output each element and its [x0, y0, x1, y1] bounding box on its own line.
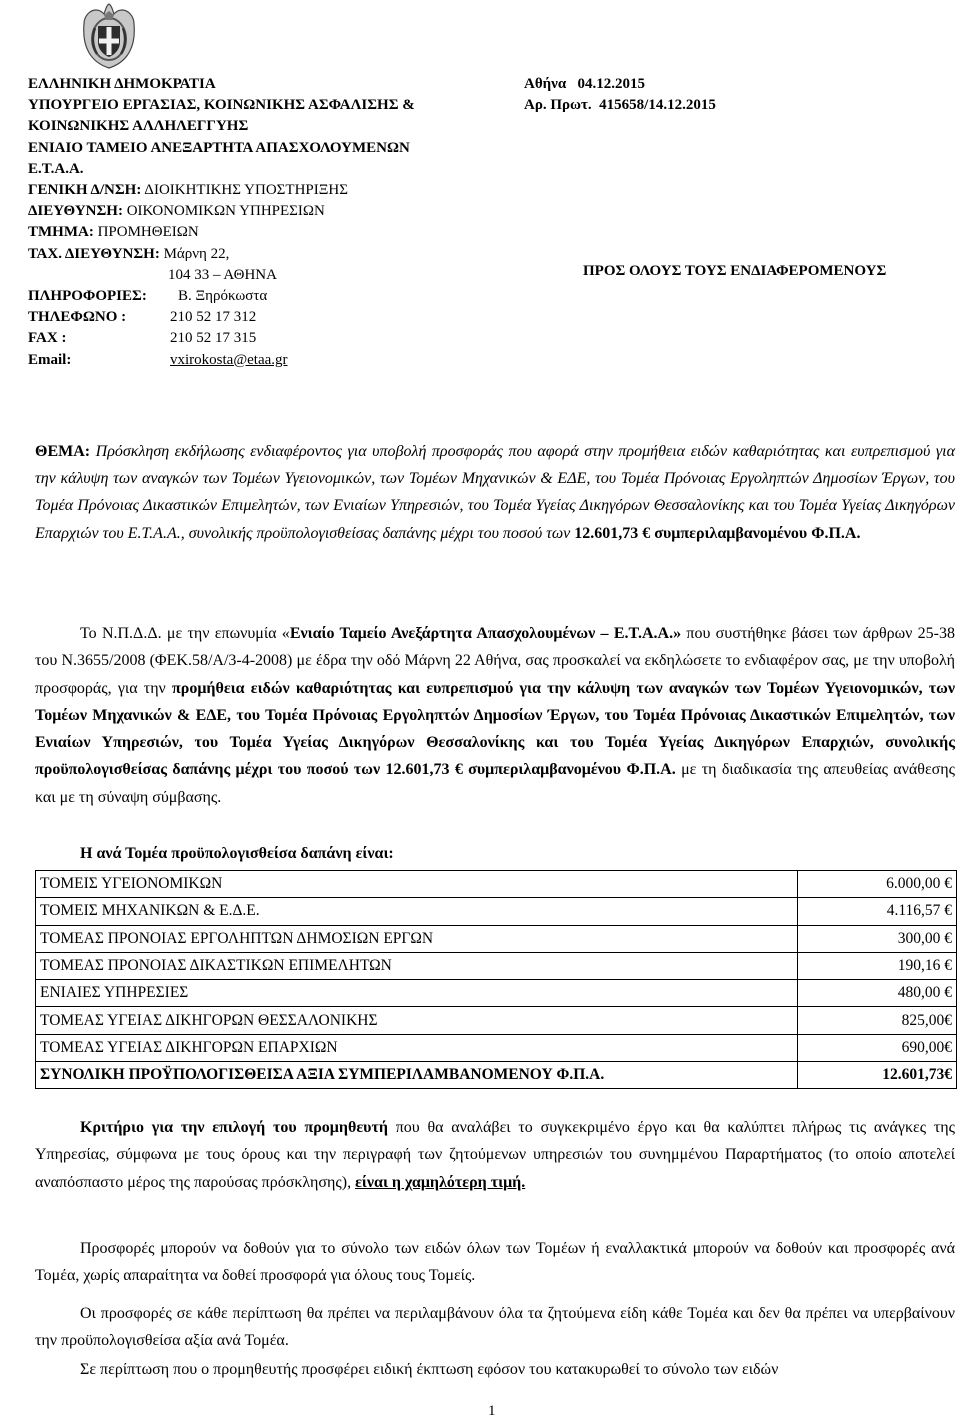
subject-text: Πρόσκληση εκδήλωσης ενδιαφέροντος για υποβολή προσφοράς που αφορά στην προμήθεια ειδών καθαριότητας και ευπρεπισμού για την κάλυψη των αναγκών των Τομέων Υγειονομικών, των Τομέων Μηχανικών & ΕΔΕ, του Τομέα Πρόνοιας Εργοληπτών Δημοσίων Έργων, του Τομέα Πρόνοιας Δικαστικών Επιμελητών, των Ενιαίων Υπηρεσιών, του Τομέα Υγείας Δικηγόρων Θεσσαλονίκης και του Τομέα Υγείας Δικηγόρων Επαρχιών του Ε.Τ.Α.Α., συνολικής προϋπολογισθείσας δαπάνης μέχρι του ποσού των	[35, 443, 955, 542]
sector-name: ΤΟΜΕΑΣ ΠΡΟΝΟΙΑΣ ΕΡΓΟΛΗΠΤΩΝ ΔΗΜΟΣΙΩΝ ΕΡΓΩΝ	[36, 925, 798, 952]
intro-part-e: με τη διαδικασία της απευθείας ανάθεσης και με τη σύναψη σύμβασης.	[35, 761, 955, 806]
intro-part-b: Ενιαίο Ταμείο Ανεξάρτητα Απασχολουμένων – Ε.Τ.Α.Α.»	[289, 625, 682, 642]
postal-address-line	[28, 244, 415, 265]
department-label: ΤΜΗΜΑ:	[28, 224, 94, 241]
criterion-paragraph	[35, 1114, 955, 1196]
intro-part-c: που συστήθηκε βάσει των άρθρων 25-38 του Ν.3655/2008 (ΦΕΚ.58/Α/3-4-2008) με έδρα την οδό Μάρνη 22 Αθήνα, σας προσκαλεί να εκδηλώσετε το ενδιαφέρον σας, με την υποβολή προσφοράς, για την	[35, 625, 955, 697]
table-total-row	[36, 1062, 957, 1089]
info-label: ΠΛΗΡΟΦΟΡΙΕΣ:	[28, 288, 147, 305]
total-amount: 12.601,73€	[798, 1062, 957, 1089]
budget-table-title: Η ανά Τομέα προϋπολογισθείσα δαπάνη είναι:	[80, 845, 394, 862]
sector-amount: 300,00 €	[798, 925, 957, 952]
page-number: 1	[488, 1403, 496, 1419]
sector-name: ΤΟΜΕΙΣ ΜΗΧΑΝΙΚΩΝ & Ε.Δ.Ε.	[36, 898, 798, 925]
department-line	[28, 222, 415, 243]
email-label: Email:	[28, 351, 72, 368]
phone-line	[28, 307, 415, 328]
info-value: Β. Ξηρόκωστα	[178, 288, 268, 305]
phone-label: ΤΗΛΕΦΩΝΟ :	[28, 309, 127, 326]
table-row	[36, 871, 957, 898]
postal-street: Μάρνη 22,	[163, 245, 230, 262]
discount-paragraph: Σε περίπτωση που ο προμηθευτής προσφέρει ειδική έκπτωση εφόσον του κατακυρωθεί το σύνολο των ειδών	[80, 1361, 779, 1378]
header-line: ΕΝΙΑΙΟ ΤΑΜΕΙΟ ΑΝΕΞΑΡΤΗΤΑ ΑΠΑΣΧΟΛΟΥΜΕΝΩΝ	[28, 139, 410, 156]
postal-city: 104 33 – ΑΘΗΝΑ	[168, 266, 277, 283]
sector-amount: 690,00€	[798, 1034, 957, 1061]
directorate-value: ΟΙΚΟΝΟΜΙΚΩΝ ΥΠΗΡΕΣΙΩΝ	[126, 203, 325, 220]
subject-label: ΘΕΜΑ:	[35, 443, 91, 460]
fax-value: 210 52 17 315	[170, 330, 257, 347]
budget-table	[35, 870, 957, 1089]
general-directorate-value: ΔΙΟΙΚΗΤΙΚΗΣ ΥΠΟΣΤΗΡΙΞΗΣ	[144, 182, 348, 199]
directorate-line	[28, 201, 415, 222]
sector-name: ΤΟΜΕΑΣ ΥΓΕΙΑΣ ΔΙΚΗΓΟΡΩΝ ΕΠΑΡΧΙΩΝ	[36, 1034, 798, 1061]
email-link[interactable]: vxirokosta@etaa.gr	[170, 351, 288, 368]
header-line: ΚΟΙΝΩΝΙΚΗΣ ΑΛΛΗΛΕΓΓΥΗΣ	[28, 118, 249, 135]
table-row	[36, 925, 957, 952]
intro-part-a: Το Ν.Π.Δ.Δ. με την επωνυμία «	[80, 625, 290, 642]
department-value: ΠΡΟΜΗΘΕΙΩΝ	[97, 224, 199, 241]
criterion-part-b: που θα αναλάβει το συγκεκριμένο έργο και θα καλύπτει πλήρως τις ανάγκες της Υπηρεσίας, σύμφωνα με τους όρους και την περιγραφή των ζητούμενων υπηρεσιών του συνημμένου Παραρτήματος (το οποίο αποτελεί αναπόσπαστο μέρος της παρούσας πρόσκλησης),	[35, 1119, 955, 1191]
intro-part-d: προμήθεια ειδών καθαριότητας και ευπρεπισμού για την κάλυψη των αναγκών των Τομέων Υγειονομικών, των Τομέων Μηχανικών & ΕΔΕ, του Τομέα Πρόνοιας Εργοληπτών Δημοσίων Έργων, του Τομέα Πρόνοιας Δικαστικών Επιμελητών, των Ενιαίων Υπηρεσιών, του Τομέα Υγείας Δικηγόρων Θεσσαλονίκης και του Τομέα Υγείας Δικηγόρων Επαρχιών, συνολικής προϋπολογισθείσας δαπάνης μέχρι του ποσού των 12.601,73 € συμπεριλαμβανομένου Φ.Π.Α.	[35, 679, 955, 779]
header-line: Ε.Τ.Α.Α.	[28, 160, 84, 177]
total-label: ΣΥΝΟΛΙΚΗ ΠΡΟΫΠΟΛΟΓΙΣΘΕΙΣΑ ΑΞΙΑ ΣΥΜΠΕΡΙΛΑΜΒΑΝΟΜΕΝΟΥ Φ.Π.Α.	[36, 1062, 798, 1089]
general-directorate-label: ΓΕΝΙΚΗ Δ/ΝΣΗ:	[28, 182, 142, 199]
table-row	[36, 898, 957, 925]
date-line: Αθήνα 04.12.2015	[524, 76, 646, 92]
header-line: ΕΛΛΗΝΙΚΗ ΔΗΜΟΚΡΑΤΙΑ	[28, 76, 216, 92]
sector-amount: 190,16 €	[798, 952, 957, 979]
sector-amount: 825,00€	[798, 1007, 957, 1034]
table-row	[36, 980, 957, 1007]
sector-amount: 4.116,57 €	[798, 898, 957, 925]
subject-paragraph	[35, 438, 955, 547]
offers-paragraph: Προσφορές μπορούν να δοθούν για το σύνολο των ειδών όλων των Τομέων ή εναλλακτικά μπορούν να δοθούν και προσφορές ανά Τομέα, χωρίς απαραίτητα να δοθεί προσφορά για όλους τους Τομείς.	[35, 1240, 955, 1285]
sector-amount: 6.000,00 €	[798, 871, 957, 898]
recipient: ΠΡΟΣ ΟΛΟΥΣ ΤΟΥΣ ΕΝΔΙΑΦΕΡΟΜΕΝΟΥΣ	[583, 263, 887, 279]
criterion-part-c: είναι η χαμηλότερη τιμή.	[355, 1173, 526, 1191]
sector-name: ΤΟΜΕΑΣ ΠΡΟΝΟΙΑΣ ΔΙΚΑΣΤΙΚΩΝ ΕΠΙΜΕΛΗΤΩΝ	[36, 952, 798, 979]
fax-line	[28, 328, 415, 349]
header-line: ΥΠΟΥΡΓΕΙΟ ΕΡΓΑΣΙΑΣ, ΚΟΙΝΩΝΙΚΗΣ ΑΣΦΑΛΙΣΗΣ &	[28, 97, 415, 114]
table-row	[36, 1034, 957, 1061]
sector-name: ΤΟΜΕΙΣ ΥΓΕΙΟΝΟΜΙΚΩΝ	[36, 871, 798, 898]
info-line	[28, 286, 415, 307]
criterion-part-a: Κριτήριο για την επιλογή του προμηθευτή	[80, 1119, 388, 1136]
date-protocol-block	[524, 74, 716, 116]
table-row	[36, 952, 957, 979]
subject-tail: συμπεριλαμβανομένου Φ.Π.Α.	[654, 524, 861, 542]
sender-header	[28, 74, 415, 371]
sector-name: ΕΝΙΑΙΕΣ ΥΠΗΡΕΣΙΕΣ	[36, 980, 798, 1007]
email-line	[28, 350, 415, 371]
hellenic-republic-emblem	[76, 2, 142, 70]
offers-requirement-paragraph: Οι προσφορές σε κάθε περίπτωση θα πρέπει να περιλαμβάνουν όλα τα ζητούμενα είδη κάθε Τομέα και δεν θα πρέπει να υπερβαίνουν την προϋπολογισθείσα αξία ανά Τομέα.	[35, 1305, 955, 1350]
postal-address-label: ΤΑΧ. ΔΙΕΥΘΥΝΣΗ:	[28, 245, 160, 262]
fax-label: FAX :	[28, 330, 67, 347]
postal-city-line	[28, 265, 415, 286]
protocol-line: Αρ. Πρωτ. 415658/14.12.2015	[524, 97, 716, 114]
intro-paragraph	[35, 620, 955, 811]
sector-amount: 480,00 €	[798, 980, 957, 1007]
general-directorate-line	[28, 180, 415, 201]
sector-name: ΤΟΜΕΑΣ ΥΓΕΙΑΣ ΔΙΚΗΓΟΡΩΝ ΘΕΣΣΑΛΟΝΙΚΗΣ	[36, 1007, 798, 1034]
subject-amount: 12.601,73 €	[574, 524, 651, 542]
directorate-label: ΔΙΕΥΘΥΝΣΗ:	[28, 203, 123, 220]
phone-value: 210 52 17 312	[170, 309, 257, 326]
table-row	[36, 1007, 957, 1034]
